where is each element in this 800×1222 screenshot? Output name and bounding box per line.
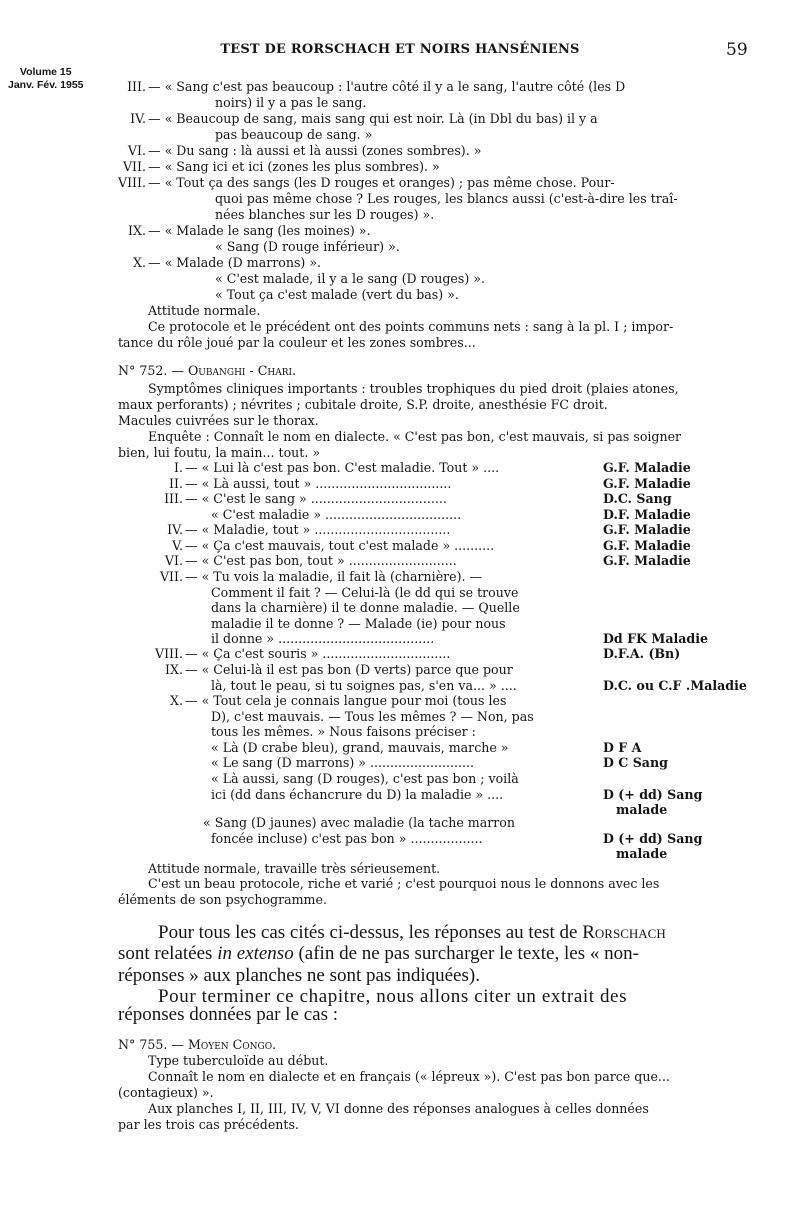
body-text: Pour terminer ce chapitre, nous allons citer un extrait des [158,986,628,1007]
paragraph-line: Enquête : Connaît le nom en dialecte. « C'est pas bon, c'est mauvais, si pas soigner [148,429,682,444]
response-text: — « Celui-là il est pas bon (D verts) parce que pour [185,662,513,677]
response-text: dans la charnière) il te donne maladie. — Quelle [211,600,520,615]
paragraph-line: Symptômes cliniques importants : troubles trophiques du pied droit (plaies atones, [148,381,679,396]
response-text: tous les mêmes. » Nous faisons préciser : [211,724,476,739]
page-number: 59 [726,40,748,60]
response-text: — « Là aussi, tout » .................................. [185,476,452,491]
response-text: — « Tout ça des sangs (les D rouges et oranges) ; pas même chose. Pour- [148,175,615,190]
response-text: là, tout le peau, si tu soignes pas, s'en va... » .... [211,678,517,693]
paragraph-line: (contagieux) ». [118,1085,214,1100]
case-number: N° 755. — [118,1037,184,1052]
scoring-code: malade [616,802,668,817]
paragraph-line: Macules cuivrées sur le thorax. [118,413,319,428]
response-text: maladie il te donne ? — Malade (ie) pour nous [211,616,506,631]
response-text: « Là (D crabe bleu), grand, mauvais, marche » [211,740,509,755]
response-text: « Tout ça c'est malade (vert du bas) ». [215,287,459,302]
margin-note [8,66,84,92]
response-text: — « C'est le sang » .................................. [185,491,447,506]
plate-number: VII. [159,569,183,584]
response-text: — « Sang c'est pas beaucoup : l'autre côté il y a le sang, l'autre côté (les D [148,79,626,94]
plate-number: IX. [165,662,183,677]
response-text: quoi pas même chose ? Les rouges, les blancs aussi (c'est-à-dire les traî- [215,191,678,206]
volume-label: Volume 15 [19,66,72,78]
plate-number: I. [174,460,183,475]
response-text: D), c'est mauvais. — Tous les mêmes ? — Non, pas [211,709,534,724]
scoring-code: G.F. Maladie [603,476,691,491]
body-text: Pour tous les cas cités ci-dessus, les réponses au test de [158,922,583,943]
paragraph-line: Type tuberculoïde au début. [148,1053,329,1068]
scoring-code: G.F. Maladie [603,522,691,537]
response-text: « C'est maladie » .................................. [211,507,462,522]
scoring-code: D F A [603,740,642,755]
response-text: « Sang (D rouge inférieur) ». [215,239,400,254]
response-text: — « Beaucoup de sang, mais sang qui est noir. Là (in Dbl du bas) il y a [148,111,598,126]
comment-text: C'est un beau protocole, riche et varié ; c'est pourquoi nous le donnons avec les [148,876,660,891]
body-text: sont relatées [118,943,218,964]
author-name: Rorschach [582,922,666,943]
plate-number: VI. [127,143,146,158]
scoring-code: G.F. Maladie [603,460,691,475]
response-text: foncée incluse) c'est pas bon » .................. [211,831,483,846]
plate-number: IX. [128,223,146,238]
response-text: — « Du sang : là aussi et là aussi (zones sombres). » [148,143,482,158]
response-text: « C'est malade, il y a le sang (D rouges) ». [215,271,485,286]
scoring-code: D (+ dd) Sang [603,787,703,802]
scoring-code: D.F.A. (Bn) [603,646,681,661]
response-text: — « Lui là c'est pas bon. C'est maladie. Tout » .... [185,460,500,475]
italic-term: in extenso [217,943,294,964]
response-text: — « Tout cela je connais langue pour moi (tous les [185,693,507,708]
issue-label: Janv. Fév. 1955 [8,79,84,91]
scoring-code: G.F. Maladie [603,538,691,553]
scoring-code: malade [616,846,668,861]
response-text: — « C'est pas bon, tout » ........................... [185,553,457,568]
plate-number: VIII. [154,646,183,661]
response-text: il donne » ....................................... [211,631,435,646]
running-head: TEST DE RORSCHACH ET NOIRS HANSÉNIENS [220,42,580,57]
plate-number: IV. [130,111,146,126]
scoring-code: D (+ dd) Sang [603,831,703,846]
response-text: — « Maladie, tout » .................................. [185,522,451,537]
plate-number: III. [127,79,146,94]
scoring-code: D C Sang [603,755,668,770]
plate-number: V. [172,538,183,553]
response-text: « Le sang (D marrons) » .......................... [211,755,475,770]
response-text: « Sang (D jaunes) avec maladie (la tache marron [203,815,515,830]
body-text: réponses données par le cas : [118,1004,339,1025]
scoring-code: Dd FK Maladie [603,631,709,646]
response-text: Comment il fait ? — Celui-là (le dd qui se trouve [211,585,519,600]
scoring-code: D.F. Maladie [603,507,691,522]
response-text: — « Sang ici et ici (zones les plus sombres). » [148,159,440,174]
response-text: — « Malade (D marrons) ». [148,255,322,270]
response-text: — « Ça c'est souris » ................................ [185,646,451,661]
body-text: (afin de ne pas surcharger le texte, les « non- [293,943,639,964]
case-number: N° 752. — [118,363,184,378]
plate-number: X. [133,255,146,270]
case-location: Oubanghi - Chari. [187,363,297,378]
response-text: pas beaucoup de sang. » [215,127,373,142]
response-text: « Là aussi, sang (D rouges), c'est pas bon ; voilà [211,771,519,786]
plate-number: VII. [122,159,146,174]
comment-text: Ce protocole et le précédent ont des points communs nets : sang à la pl. I ; impor- [148,319,674,334]
paragraph-line: maux perforants) ; névrites ; cubitale droite, S.P. droite, anesthésie FC droit. [118,397,608,412]
response-text: — « Ça c'est mauvais, tout c'est malade » .......... [185,538,495,553]
case-location: Moyen Congo. [187,1037,277,1052]
response-text: ici (dd dans échancrure du D) la maladie » .... [211,787,504,802]
body-text: réponses » aux planches ne sont pas indiquées). [118,965,480,986]
comment-text: tance du rôle joué par la couleur et les zones sombres... [118,335,476,350]
plate-number: IV. [167,522,183,537]
plate-number: III. [164,491,183,506]
plate-number: VIII. [117,175,146,190]
paragraph-line: Connaît le nom en dialecte et en français (« lépreux »). C'est pas bon parce que... [148,1069,670,1084]
response-text: — « Tu vois la maladie, il fait là (charnière). — [185,569,483,584]
paragraph-line: par les trois cas précédents. [118,1117,299,1132]
comment-text: éléments de son psychogramme. [118,892,327,907]
scoring-code: D.C. ou C.F .Maladie [603,678,747,693]
plate-number: X. [170,693,183,708]
response-text: nées blanches sur les D rouges) ». [215,207,435,222]
response-text: noirs) il y a pas le sang. [215,95,367,110]
attitude-note: Attitude normale, travaille très sérieusement. [148,861,441,876]
attitude-note: Attitude normale. [148,303,261,318]
scoring-code: D.C. Sang [603,491,672,506]
plate-number: II. [169,476,183,491]
paragraph-line: bien, lui foutu, la main... tout. » [118,445,321,460]
response-text: — « Malade le sang (les moines) ». [148,223,371,238]
scoring-code: G.F. Maladie [603,553,691,568]
plate-number: VI. [164,553,183,568]
paragraph-line: Aux planches I, II, III, IV, V, VI donne des réponses analogues à celles données [148,1101,649,1116]
